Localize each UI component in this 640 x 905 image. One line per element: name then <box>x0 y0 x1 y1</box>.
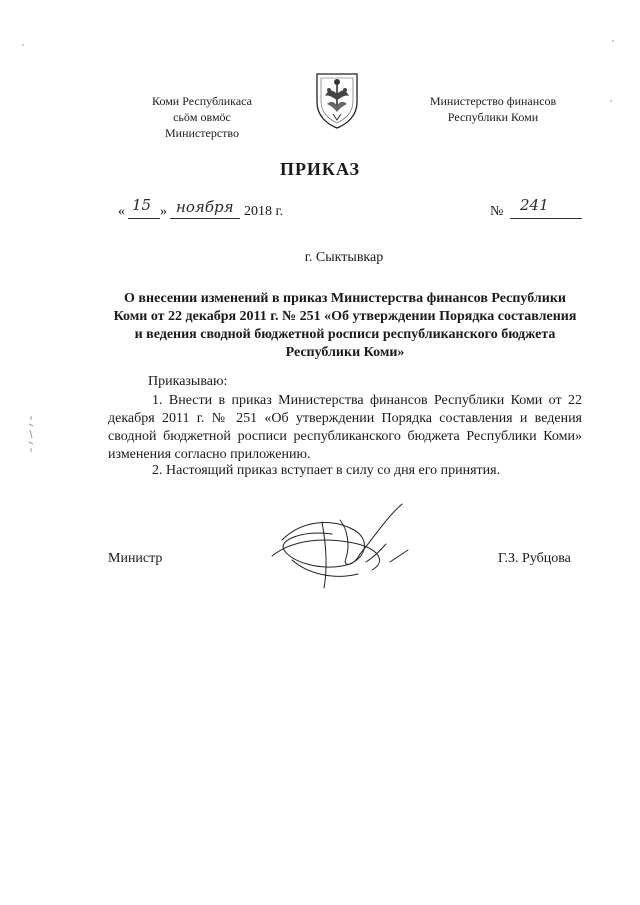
date-number-line <box>118 194 588 222</box>
order-intro: Приказываю: <box>148 374 228 389</box>
date-month-underline <box>170 218 240 219</box>
scan-speck <box>22 44 24 46</box>
komi-coat-of-arms-icon <box>313 68 361 130</box>
header-right-line-2: Республики Коми <box>447 110 539 124</box>
margin-scribble <box>24 414 38 454</box>
signatory-name: Г.З. Рубцова <box>498 551 571 566</box>
date-quote-close: » <box>160 204 167 219</box>
scan-speck <box>610 100 612 102</box>
header-right-ministry <box>418 93 568 125</box>
city: г. Сыктывкар <box>304 250 384 265</box>
number-label: № <box>490 204 504 219</box>
header-right-line-1: Министерство финансов <box>429 94 557 108</box>
number-underline <box>510 218 582 219</box>
scan-speck <box>612 40 614 42</box>
number-value: 241 <box>520 196 549 214</box>
header-left-line-3: Министерство <box>165 126 239 140</box>
date-day: 15 <box>132 196 152 214</box>
order-subject: О внесении изменений в приказ Министерства финансов Республики Коми от 22 декабря 2011 г. № 251 «Об утверждении Порядка составления и ведения сводной бюджетной росписи республиканского бюджета Республики Коми» <box>113 291 577 360</box>
header-left-line-1: Коми Республикаса <box>152 94 252 108</box>
order-item-2: 2. Настоящий приказ вступает в силу со дня его принятия. <box>152 463 501 478</box>
header-left-komi <box>138 93 266 141</box>
date-year: 2018 г. <box>244 204 284 219</box>
signatory-position: Министр <box>108 551 163 566</box>
order-item-1: 1. Внести в приказ Министерства финансов Республики Коми от 22 декабря 2011 г. № 251 «Об утверждении Порядка составления и ведения сводной бюджетной росписи республиканского бюджета Республики Коми» изменения согласно приложению. <box>108 393 582 462</box>
document-title: ПРИКАЗ <box>279 159 361 179</box>
date-month: ноября <box>176 198 234 216</box>
handwritten-signature <box>262 500 422 595</box>
header-left-line-2: сьӧм овмӧс <box>173 110 231 124</box>
date-day-underline <box>128 218 160 219</box>
date-quote-open: « <box>118 204 125 219</box>
